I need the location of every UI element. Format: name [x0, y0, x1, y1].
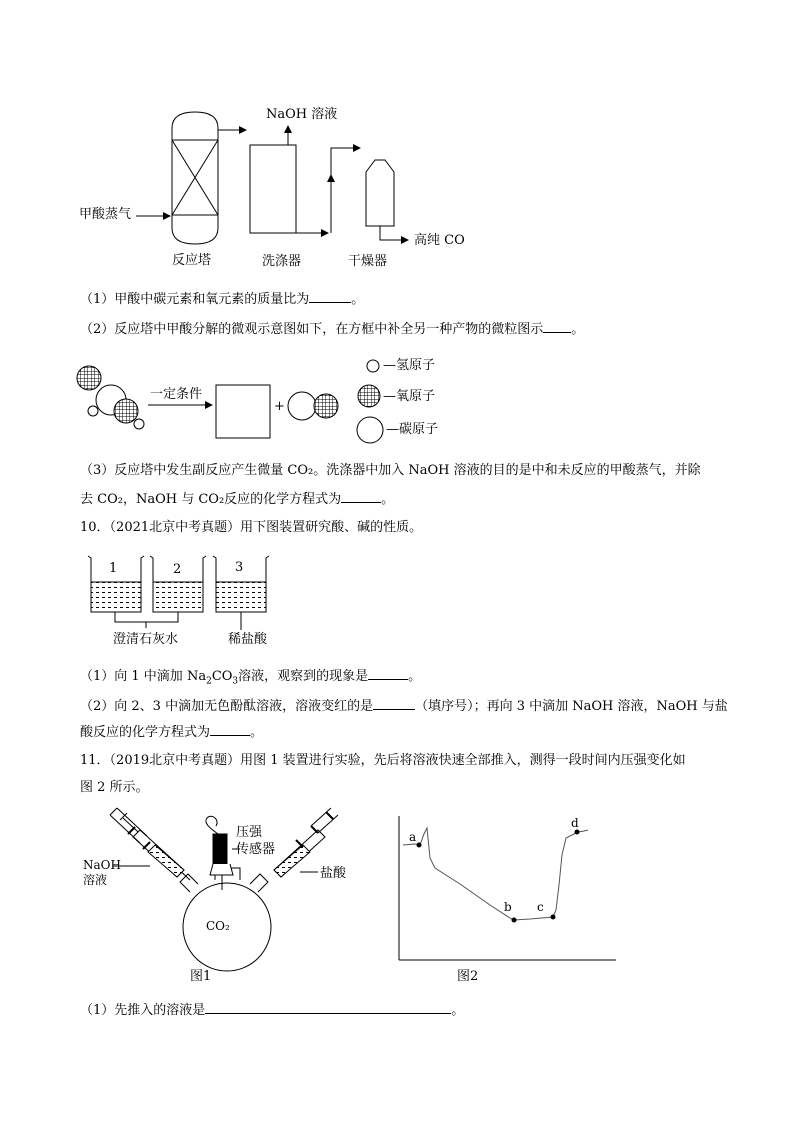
naoh-solution-label: NaOH 溶液: [266, 107, 338, 122]
hcl-label: 盐酸: [320, 866, 347, 881]
reaction-tower-label: 反应塔: [172, 253, 212, 268]
condition-label: 一定条件: [150, 387, 203, 402]
q9-part3-line1: （3）反应塔中发生副反应产生微量 CO₂。洗涤器中加入 NaOH 溶液的目的是中和未反应的甲酸蒸气，并除: [80, 463, 701, 478]
beaker-3-number: 3: [235, 560, 244, 575]
beaker-2-number: 2: [173, 562, 182, 577]
figure-2-caption: 图2: [457, 969, 479, 984]
beaker-1-number: 1: [109, 561, 118, 576]
sensor-label-line1: 压强: [236, 825, 263, 840]
legend-hydrogen-label: —氢原子: [383, 358, 436, 373]
scrubber-label: 洗涤器: [262, 254, 302, 269]
high-purity-co-label: 高纯 CO: [414, 233, 465, 248]
pressure-curve: [403, 828, 588, 920]
q9-part3-line2: 去 CO₂，NaOH 与 CO₂反应的化学方程式为 。: [80, 492, 395, 507]
legend-oxygen-label: —氧原子: [383, 389, 436, 404]
q10-title: 10．（2021北京中考真题）用下图装置研究酸、碱的性质。: [80, 520, 423, 535]
point-a: [417, 843, 422, 848]
point-d-label: d: [571, 816, 579, 830]
naoh-solution-label: 溶液: [83, 873, 108, 887]
legend-carbon-label: —碳原子: [386, 422, 439, 437]
point-a-label: a: [409, 830, 417, 844]
point-b: [512, 918, 517, 923]
sensor-label-line2: 传感器: [236, 842, 276, 857]
co2-label: CO₂: [206, 919, 230, 933]
answer-blank[interactable]: [205, 1001, 451, 1014]
q10-part2-line2: 酸反应的化学方程式为 。: [80, 725, 264, 740]
q11-title-line1: 11．（2019北京中考真题）用图 1 装置进行实验，先后将溶液快速全部推入，测得一段时间内压强变化如: [80, 753, 686, 768]
q11-part1: （1）先推入的溶液是 。: [80, 1003, 465, 1018]
q9-part2: （2）反应塔中甲酸分解的微观示意图如下，在方框中补全另一种产物的微粒图示 。: [80, 322, 585, 337]
formic-vapor-label: 甲酸蒸气: [79, 207, 132, 222]
point-c: [551, 915, 556, 920]
q10-part1: （1）向 1 中滴加 $Na_2CO_3$溶液，观察到的现象是 。: [80, 669, 422, 687]
hcl-label: 稀盐酸: [228, 632, 268, 647]
dryer-label: 干燥器: [348, 254, 388, 269]
plus-sign: +: [274, 399, 285, 414]
naoh-label: NaOH: [83, 858, 121, 872]
q9-part1: （1）甲酸中碳元素和氧元素的质量比为 。: [80, 292, 365, 307]
point-b-label: b: [504, 900, 512, 914]
limewater-label: 澄清石灰水: [113, 632, 179, 647]
figure-1-caption: 图1: [190, 969, 212, 984]
q11-title-line2: 图 2 所示。: [80, 780, 149, 795]
q10-part2-line1: （2）向 2、3 中滴加无色酚酞溶液，溶液变红的是 （填序号）；再向 3 中滴加 NaOH 溶液，NaOH 与盐: [80, 699, 728, 714]
point-c-label: c: [537, 900, 544, 914]
